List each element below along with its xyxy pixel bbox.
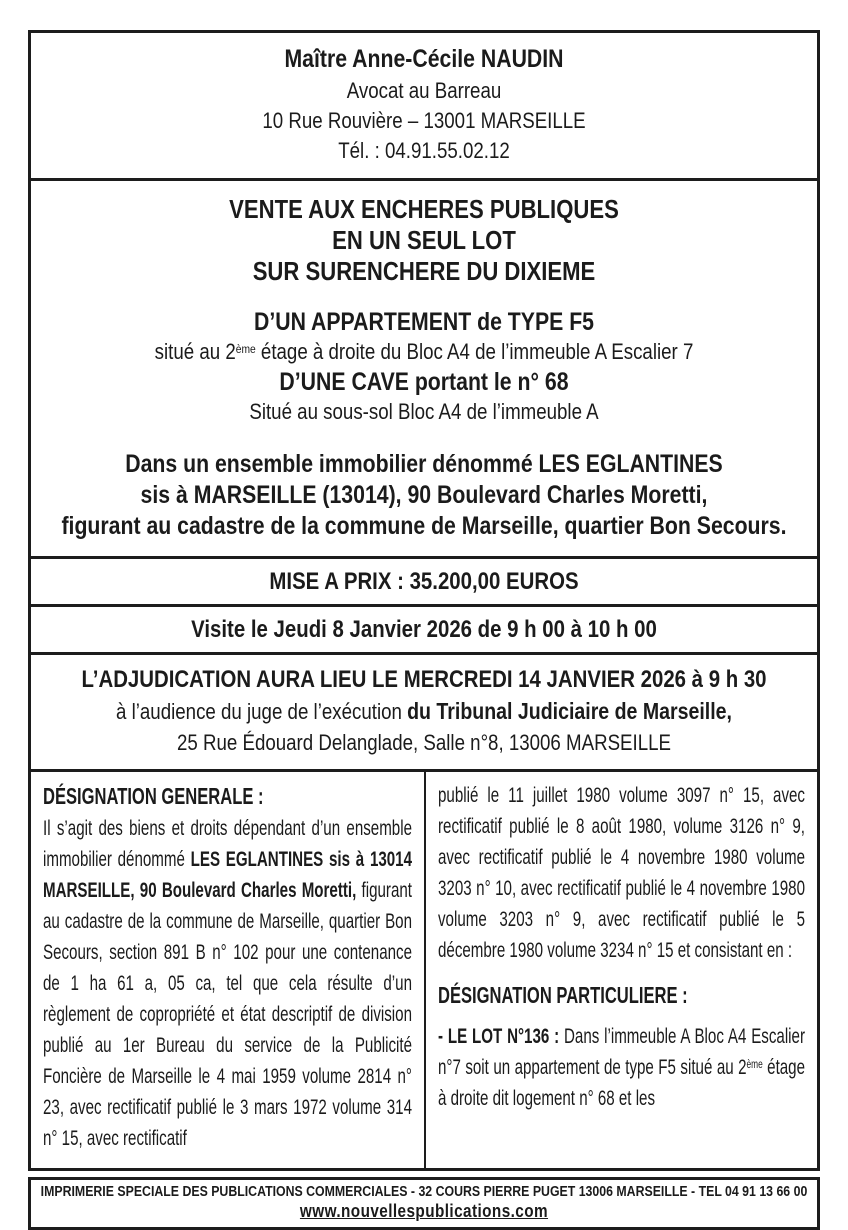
apartment-lot-title: D’UN APPARTEMENT de TYPE F5 — [253, 308, 595, 336]
printer-info: IMPRIMERIE SPECIALE DES PUBLICATIONS COMMERCIALES - 32 COURS PIERRE PUGET 13006 MARSEILLE - TEL 04 91 13 66 00 — [40, 1184, 808, 1200]
property-complex-line-2: sis à MARSEILLE (13014), 90 Boulevard Charles Moretti, — [140, 481, 708, 509]
attorney-header-box — [28, 30, 820, 181]
apartment-lot-location: situé au 2ème étage à droite du Bloc A4 de l’immeuble A Escalier 7 — [154, 339, 694, 364]
rectificatif-paragraph: publié le 11 juillet 1980 volume 3097 n° 15, avec rectificatif publié le 8 août 1980, volume 3126 n° 9, avec rectificatif publié le 4 novembre 1980 volume 3203 n° 10, avec rectificatif publié le 4 novembre 1980 volume 3203 n° 9, avec rectificatif publié le 5 décembre 1980 volume 3234 n° 15 et consistant en : — [438, 784, 805, 962]
adjudication-address-line: 25 Rue Édouard Delanglade, Salle n°8, 13006 MARSEILLE — [176, 730, 672, 755]
designation-right-column — [424, 772, 817, 1168]
adjudication-court-line: à l’audience du juge de l’exécution du Tribunal Judiciaire de Marseille, — [116, 698, 732, 724]
cellar-lot-location: Situé au sous-sol Bloc A4 de l’immeuble A — [249, 399, 599, 424]
general-designation-paragraph: Il s’agit des biens et droits dépendant d’un ensemble immobilier dénommé LES EGLANTINES sis à 13014 MARSEILLE, 90 Boulevard Charles Moretti, figurant au cadastre de la commune de Marseille, quartier Bon Secours, section 891 B n° 102 pour une contenance de 1 ha 61 a, 05 ca, tel que cela résulte d’un règlement de copropriété et état descriptif de division publié au 1er Bureau du service de la Publicité Foncière de Marseille le 4 mai 1959 volume 2814 n° 23, avec rectificatif publié le 3 mars 1972 volume 314 n° 15, avec rectificatif — [43, 817, 412, 1150]
adjudication-date-line: L’ADJUDICATION AURA LIEU LE MERCREDI 14 JANVIER 2026 à 9 h 30 — [81, 666, 767, 693]
attorney-title: Avocat au Barreau — [346, 78, 502, 103]
starting-price-box — [28, 556, 820, 607]
attorney-name: Maître Anne-Cécile NAUDIN — [284, 45, 564, 73]
sale-title-line-1: VENTE AUX ENCHERES PUBLIQUES — [229, 194, 619, 224]
designation-left-column — [31, 772, 424, 1168]
attorney-address: 10 Rue Rouvière – 13001 MARSEILLE — [262, 108, 586, 133]
printer-footer-box — [28, 1177, 820, 1230]
sale-title-line-3: SUR SURENCHERE DU DIXIEME — [252, 256, 596, 286]
adjudication-box — [28, 652, 820, 772]
website-url: www.nouvellespublications.com — [299, 1201, 549, 1221]
property-complex-line-1: Dans un ensemble immobilier dénommé LES EGLANTINES — [125, 450, 723, 478]
spacer — [39, 287, 809, 307]
cellar-lot-title: D’UNE CAVE portant le n° 68 — [279, 368, 569, 396]
attorney-phone: Tél. : 04.91.55.02.12 — [338, 138, 510, 163]
starting-price-text: MISE A PRIX : 35.200,00 EUROS — [269, 568, 579, 595]
visit-text: Visite le Jeudi 8 Janvier 2026 de 9 h 00 à 10 h 00 — [191, 616, 657, 643]
visit-box — [28, 604, 820, 655]
designation-box — [28, 769, 820, 1171]
spacer — [39, 427, 809, 449]
lot-136-paragraph: - LE LOT N°136 : Dans l’immeuble A Bloc A4 Escalier n°7 soit un appartement de type F5 situé au 2ème étage à droite dit logement n° 68 et les — [438, 1025, 806, 1110]
particular-designation-heading: DÉSIGNATION PARTICULIERE : — [438, 982, 688, 1008]
sale-title-line-2: EN UN SEUL LOT — [332, 225, 516, 255]
sale-announcement-box — [28, 178, 820, 559]
general-designation-heading: DÉSIGNATION GENERALE : — [43, 783, 264, 809]
property-complex-line-3: figurant au cadastre de la commune de Marseille, quartier Bon Secours. — [61, 512, 787, 540]
